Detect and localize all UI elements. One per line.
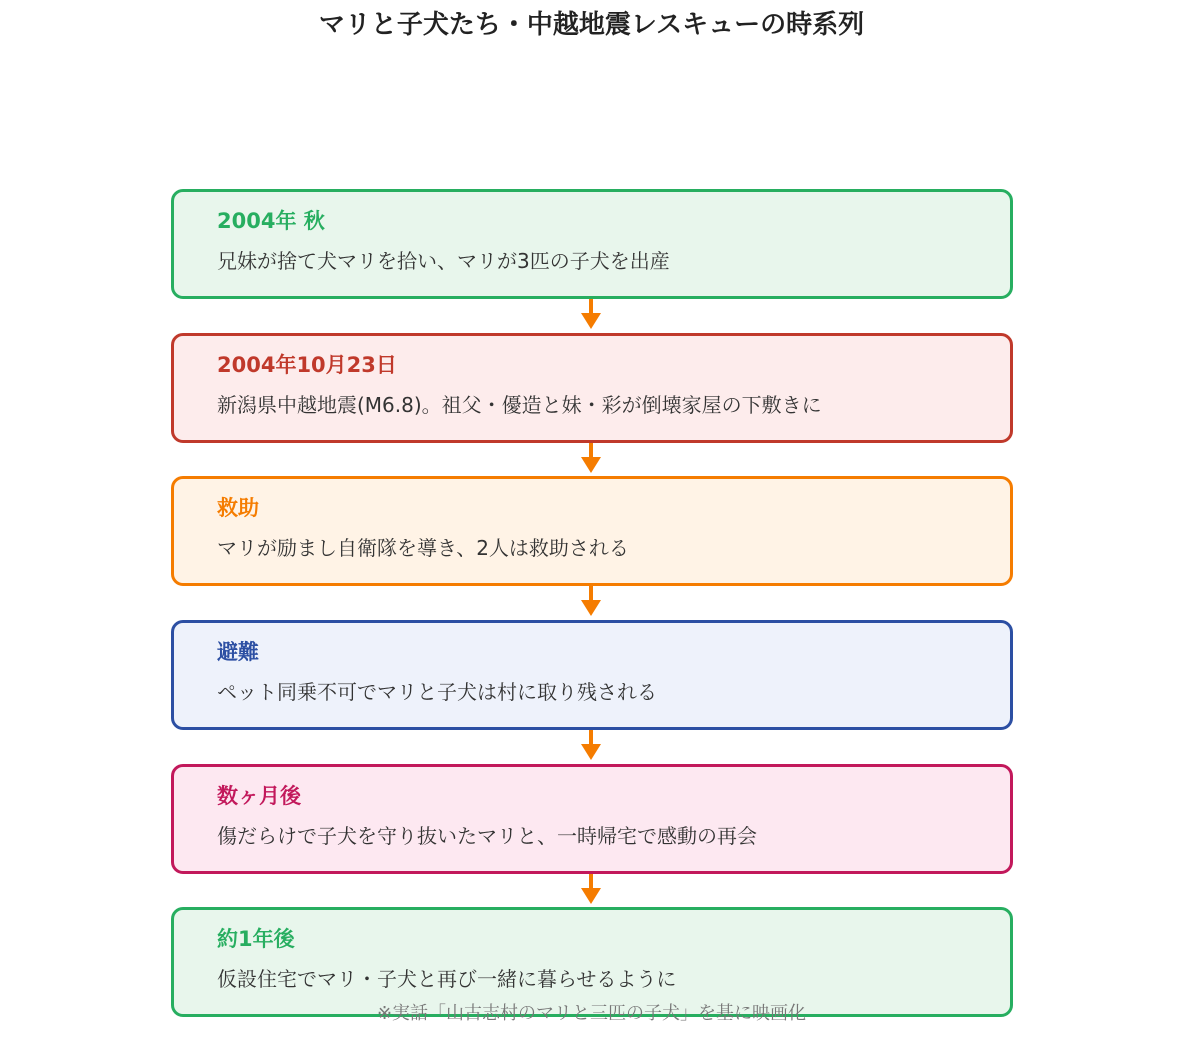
event-box-rescue [171,476,1013,586]
down-arrow-icon [581,730,601,762]
down-arrow-icon [581,299,601,331]
event-box-evacuation [171,620,1013,730]
event-description: 傷だらけで子犬を守り抜いたマリと、一時帰宅で感動の再会 [217,824,757,848]
event-date: 約1年後 [217,927,295,951]
event-description: マリが励まし自衛隊を導き、2人は救助される [217,536,629,560]
event-date: 避難 [217,640,259,664]
event-description: 新潟県中越地震(M6.8)。祖父・優造と妹・彩が倒壊家屋の下敷きに [217,393,822,417]
event-description: 兄妹が捨て犬マリを拾い、マリが3匹の子犬を出産 [217,249,670,273]
event-description: 仮設住宅でマリ・子犬と再び一緒に暮らせるように [217,967,677,991]
event-date: 2004年10月23日 [217,353,397,377]
down-arrow-icon [581,874,601,906]
down-arrow-icon [581,586,601,618]
event-date: 数ヶ月後 [217,784,301,808]
event-box-earthquake [171,333,1013,443]
down-arrow-icon [581,443,601,475]
event-date: 2004年 秋 [217,209,325,233]
page-title: マリと子犬たち・中越地震レスキューの時系列 [318,10,865,40]
event-description: ペット同乗不可でマリと子犬は村に取り残される [217,680,657,704]
footnote: ※実話「山古志村のマリと三匹の子犬」を基に映画化 [376,1003,807,1024]
event-date: 救助 [217,496,259,520]
event-box-months-later [171,764,1013,874]
event-box-autumn-2004 [171,189,1013,299]
